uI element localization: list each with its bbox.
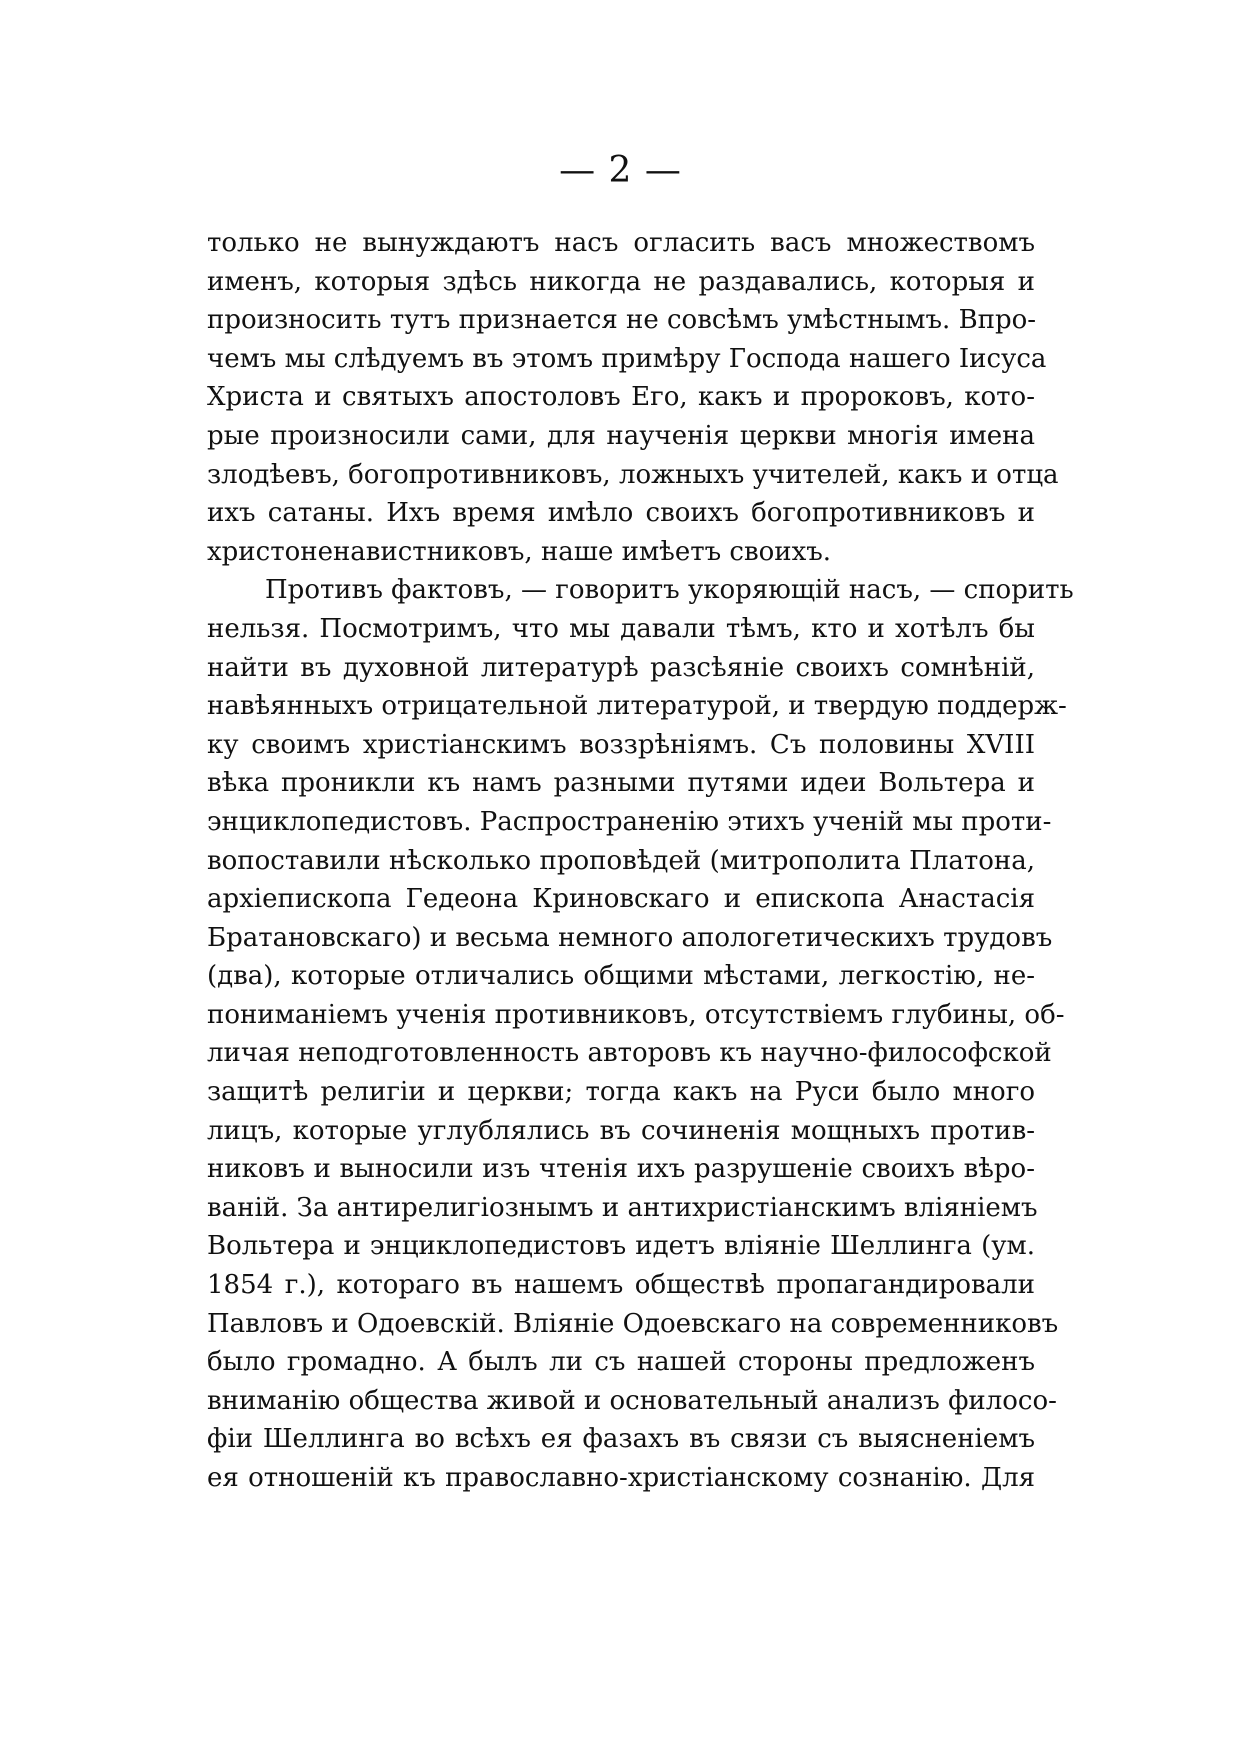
text-line: Павловъ и Одоевскій. Вліяніе Одоевскаго на современниковъ	[207, 1308, 1059, 1339]
body-text	[207, 224, 1074, 1498]
text-line: архіепископа Гедеона Криновскаго и епископа Анастасія	[207, 884, 1035, 915]
page-number: — 2 —	[559, 150, 682, 191]
text-line: никовъ и выносили изъ чтенія ихъ разрушеніе своихъ вѣро-	[207, 1154, 1035, 1185]
text-line: вѣка проникли къ намъ разными путями идеи Вольтера и	[207, 768, 1035, 799]
text-line: ваній. За антирелигіознымъ и антихристіанскимъ вліяніемъ	[207, 1192, 1038, 1223]
text-line: личая неподготовленность авторовъ къ научно-философской	[207, 1038, 1052, 1069]
text-line: злодѣевъ, богопротивниковъ, ложныхъ учителей, какъ и отца	[207, 459, 1059, 490]
text-line: 1854 г.), котораго въ нашемъ обществѣ пропагандировали	[207, 1270, 1035, 1301]
text-line: энциклопедистовъ. Распространенію этихъ ученій мы проти-	[207, 806, 1052, 837]
text-line: лицъ, которые углублялись въ сочиненія мощныхъ против-	[207, 1115, 1035, 1146]
text-line: ея отношеній къ православно-христіанскому сознанію. Для	[207, 1463, 1035, 1493]
text-line: рые произносили сами, для наученія церкви многія имена	[207, 420, 1035, 451]
text-line: христоненавистниковъ, наше имѣетъ своихъ.	[207, 536, 832, 567]
text-line: вниманію общества живой и основательный анализъ филосо-	[207, 1385, 1057, 1416]
text-line: фіи Шеллинга во всѣхъ ея фазахъ въ связи съ выясненіемъ	[207, 1424, 1035, 1455]
text-line: именъ, которыя здѣсь никогда не раздавались, которыя и	[207, 266, 1035, 297]
text-line: пониманіемъ ученія противниковъ, отсутствіемъ глубины, об-	[207, 999, 1065, 1030]
text-line: ку своимъ христіанскимъ воззрѣніямъ. Съ половины XVIII	[207, 729, 1035, 760]
text-line: чемъ мы слѣдуемъ въ этомъ примѣру Господа нашего Іисуса	[207, 343, 1047, 374]
text-line: произносить тутъ признается не совсѣмъ умѣстнымъ. Впро-	[207, 305, 1037, 336]
text-line: было громадно. А былъ ли съ нашей стороны предложенъ	[207, 1347, 1035, 1378]
text-line: защитѣ религіи и церкви; тогда какъ на Руси было много	[207, 1077, 1035, 1108]
text-line: нельзя. Посмотримъ, что мы давали тѣмъ, кто и хотѣлъ бы	[207, 613, 1035, 644]
text-line: навѣянныхъ отрицательной литературой, и твердую поддерж-	[207, 691, 1067, 722]
text-line: ихъ сатаны. Ихъ время имѣло своихъ богопротивниковъ и	[207, 498, 1035, 529]
text-line: найти въ духовной литературѣ разсѣяніе своихъ сомнѣній,	[207, 652, 1035, 683]
text-line: Вольтера и энциклопедистовъ идетъ вліяніе Шеллинга (ум.	[207, 1231, 1035, 1262]
text-line: только не вынуждаютъ насъ огласить васъ множествомъ	[207, 228, 1035, 258]
text-line: Братановскаго) и весьма немного апологетическихъ трудовъ	[207, 922, 1053, 953]
text-line: (два), которые отличались общими мѣстами, легкостію, не-	[207, 961, 1035, 992]
text-line: Противъ фактовъ, — говоритъ укоряющій насъ, — спорить	[265, 575, 1074, 606]
text-line: Христа и святыхъ апостоловъ Его, какъ и пророковъ, кото-	[207, 382, 1035, 413]
text-line: вопоставили нѣсколько проповѣдей (митрополита Платона,	[207, 845, 1035, 876]
